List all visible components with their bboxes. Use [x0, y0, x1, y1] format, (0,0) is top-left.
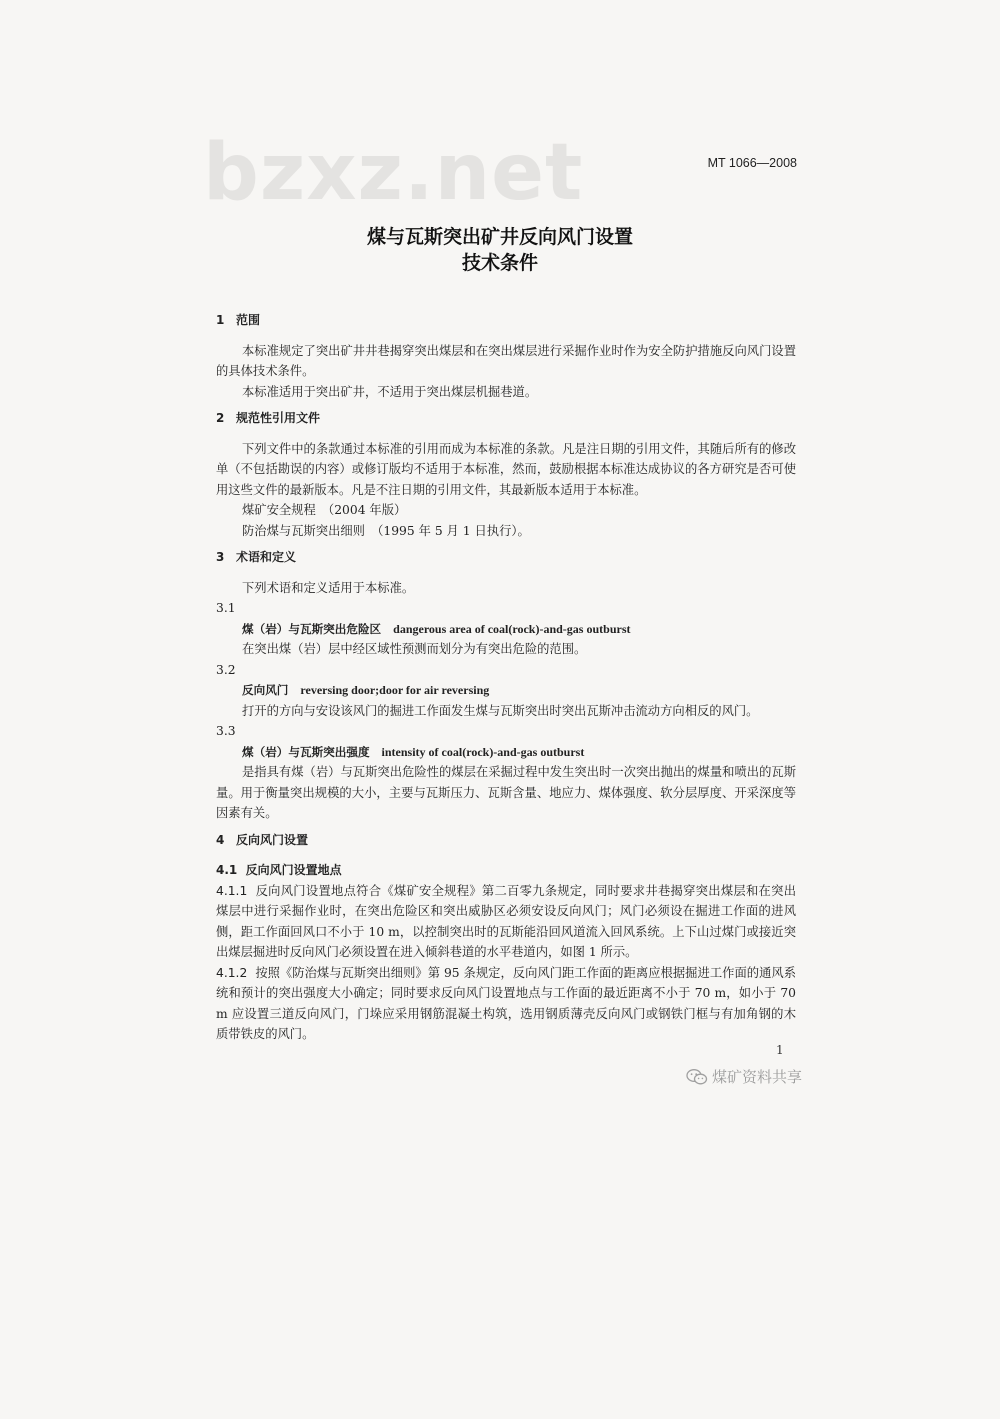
- clause-4-1-1: 4.1.1 反向风门设置地点符合《煤矿安全规程》第二百零九条规定，同时要求井巷揭穿突出煤层和在突出煤层中进行采掘作业时，在突出危险区和突出威胁区必须安设反向风门；风门必须设在掘进工作面的进风侧，距工作面回风口不小于 10 m，以控制突出时的瓦斯能沿回风道流入回风系统。上下山过煤门或接近突出煤层掘进时反向风门必须设置在进入倾斜巷道的水平巷道内，如图 1 所示。: [216, 883, 796, 959]
- clause-4-1-2: 4.1.2 按照《防治煤与瓦斯突出细则》第 95 条规定，反向风门距工作面的距离应根据掘进工作面的通风系统和预计的突出强度大小确定；同时要求反向风门设置地点与工作面的最近距离不小于 70 m，如小于 70 m 应设置三道反向风门，门垛应采用钢筋混凝土构筑，选用钢质薄壳反向风门或钢铁门框与有加角钢的木质带铁皮的风门。: [216, 965, 796, 1041]
- document-title-line1: 煤与瓦斯突出矿井反向风门设置: [366, 226, 633, 248]
- watermark: bzxz.net: [203, 128, 584, 218]
- term-heading: 煤（岩）与瓦斯突出危险区 dangerous area of coal(rock)-and-gas outburst: [242, 621, 631, 636]
- paragraph: 下列术语和定义适用于本标准。: [242, 580, 415, 595]
- section-heading: 4 反向风门设置: [216, 832, 309, 847]
- section-heading: 3 术语和定义: [216, 550, 297, 564]
- subsection-heading: 4.1 反向风门设置地点: [216, 863, 342, 877]
- term-number: 3.3: [216, 724, 236, 738]
- term-definition: 在突出煤（岩）层中经区域性预测而划分为有突出危险的范围。: [242, 642, 587, 656]
- paragraph: 本标准规定了突出矿井井巷揭穿突出煤层和在突出煤层进行采掘作业时作为安全防护措施反向风门设置的具体技术条件。: [216, 343, 796, 378]
- term-heading: 反向风门 reversing door;door for air reversing: [242, 683, 490, 697]
- term-number: 3.2: [216, 662, 236, 677]
- wechat-icon: [686, 1068, 708, 1086]
- reference-item: 煤矿安全规程 （2004 年版）: [242, 503, 407, 517]
- term-definition: 打开的方向与安设该风门的掘进工作面发生煤与瓦斯突出时突出瓦斯冲击流动方向相反的风门。: [242, 703, 759, 718]
- term-heading: 煤（岩）与瓦斯突出强度 intensity of coal(rock)-and-gas outburst: [242, 744, 585, 759]
- paragraph: 本标准适用于突出矿井，不适用于突出煤层机掘巷道。: [242, 384, 538, 399]
- reference-item: 防治煤与瓦斯突出细则 （1995 年 5 月 1 日执行）。: [242, 523, 530, 538]
- standard-number: MT 1066—2008: [707, 156, 797, 170]
- document-body: [216, 310, 796, 1045]
- term-number: 3.1: [216, 601, 236, 615]
- document-title-line2: 技术条件: [461, 252, 538, 274]
- page-number: 1: [776, 1043, 784, 1057]
- paragraph: 下列文件中的条款通过本标准的引用而成为本标准的条款。凡是注日期的引用文件，其随后所有的修改单（不包括勘误的内容）或修订版均不适用于本标准，然而，鼓励根据本标准达成协议的各方研究是否可使用这些文件的最新版本。凡是不注日期的引用文件，其最新版本适用于本标准。: [216, 441, 796, 497]
- section-heading: 2 规范性引用文件: [216, 411, 321, 425]
- brand-watermark: [686, 1066, 802, 1087]
- brand-text: 煤矿资料共享: [712, 1068, 803, 1086]
- term-definition: 是指具有煤（岩）与瓦斯突出危险性的煤层在采掘过程中发生突出时一次突出抛出的煤量和喷出的瓦斯量。用于衡量突出规模的大小，主要与瓦斯压力、瓦斯含量、地应力、煤体强度、软分层厚度、开采深度等因素有关。: [216, 765, 796, 820]
- section-heading: 1 范围: [216, 313, 261, 327]
